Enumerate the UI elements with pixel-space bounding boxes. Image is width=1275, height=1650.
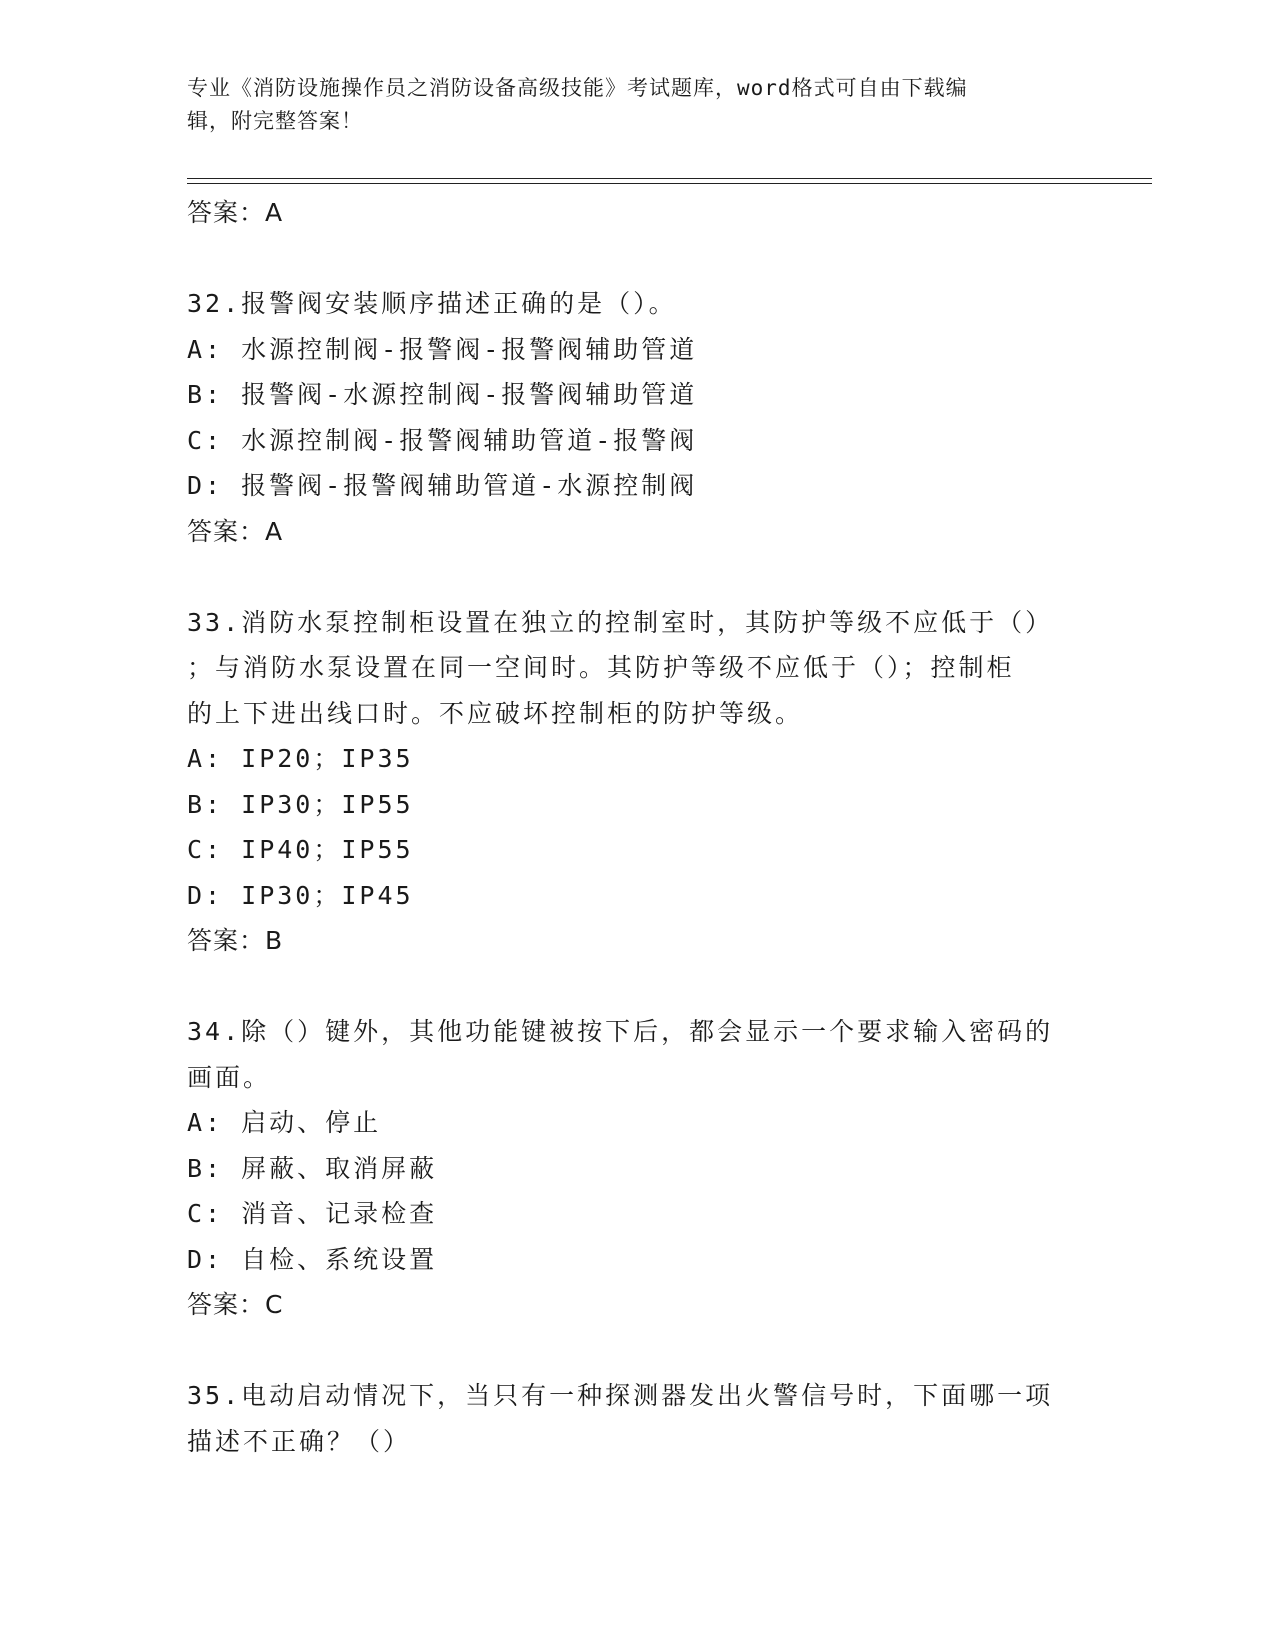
question-text: 34.除（）键外，其他功能键被按下后，都会显示一个要求输入密码的: [187, 1017, 1054, 1046]
question-35: [187, 1373, 1087, 1464]
question-list: [187, 190, 1087, 1464]
header-divider-top: [187, 178, 1152, 179]
question-33: [187, 600, 1087, 964]
answer-label: 答案：B: [187, 926, 284, 955]
question-text: 33.消防水泵控制柜设置在独立的控制室时，其防护等级不应低于（）: [187, 607, 1054, 637]
option-b: B: IP30；IP55: [187, 789, 414, 819]
spacer: [187, 236, 1087, 282]
question-text: 32.报警阀安装顺序描述正确的是（）。: [187, 289, 677, 318]
previous-answer: 答案：A: [187, 198, 284, 227]
option-d: D: IP30；IP45: [187, 880, 414, 910]
question-text: ；与消防水泵设置在同一空间时。其防护等级不应低于（）；控制柜: [187, 653, 1015, 682]
answer-label: 答案：C: [187, 1290, 284, 1319]
answer-label: 答案：A: [187, 516, 284, 546]
question-text: 的上下进出线口时。不应破坏控制柜的防护等级。: [187, 698, 804, 728]
option-a: A: 水源控制阀-报警阀-报警阀辅助管道: [187, 334, 698, 364]
option-c: C: 消音、记录检查: [187, 1199, 438, 1228]
header-intro-line-2: 辑，附完整答案！: [187, 109, 363, 133]
spacer: [187, 554, 1087, 600]
spacer: [187, 1328, 1087, 1374]
question-text: 描述不正确？（）: [187, 1426, 412, 1456]
header-intro-line-1: 专业《消防设施操作员之消防设备高级技能》考试题库，word格式可自由下载编: [187, 76, 968, 100]
question-32: [187, 281, 1087, 554]
header-divider-bottom: [187, 183, 1152, 184]
question-text: 35.电动启动情况下，当只有一种探测器发出火警信号时，下面哪一项: [187, 1381, 1054, 1410]
question-34: [187, 1009, 1087, 1328]
spacer: [187, 964, 1087, 1010]
option-a: A: 启动、停止: [187, 1108, 382, 1137]
option-a: A: IP20；IP35: [187, 744, 414, 773]
option-b: B: 屏蔽、取消屏蔽: [187, 1153, 438, 1183]
question-text: 画面。: [187, 1062, 272, 1092]
option-d: D: 报警阀-报警阀辅助管道-水源控制阀: [187, 471, 698, 500]
option-c: C: 水源控制阀-报警阀辅助管道-报警阀: [187, 425, 698, 455]
option-d: D: 自检、系统设置: [187, 1244, 438, 1274]
option-b: B: 报警阀-水源控制阀-报警阀辅助管道: [187, 380, 698, 409]
option-c: C: IP40；IP55: [187, 835, 414, 864]
document-header: [187, 72, 1067, 138]
